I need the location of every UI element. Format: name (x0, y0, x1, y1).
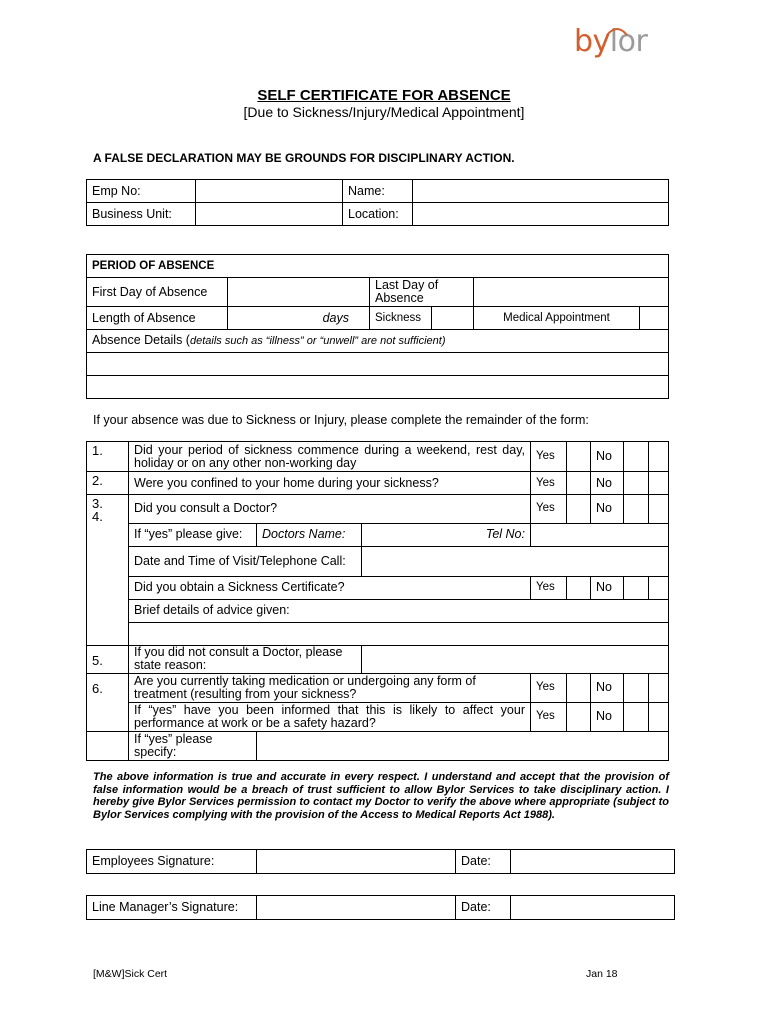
location-field[interactable] (413, 203, 669, 226)
q6-no-label: No (591, 673, 624, 702)
manager-date-label: Date: (456, 896, 511, 920)
q3-no-checkbox[interactable] (624, 495, 649, 524)
q6-text: Are you currently taking medication or undergoing any form of treatment (resulting from your sickness? (129, 673, 531, 702)
q3-text: Did you consult a Doctor? (129, 495, 531, 524)
q2-no-label: No (591, 472, 624, 495)
footer-date: Jan 18 (586, 968, 618, 980)
first-day-label: First Day of Absence (87, 278, 228, 307)
tel-no-field[interactable] (531, 523, 669, 546)
employee-info-table (86, 179, 669, 226)
length-field[interactable] (228, 307, 370, 330)
medical-appointment-checkbox[interactable] (640, 307, 669, 330)
q3-yes-label: Yes (531, 495, 567, 524)
q3-number: 3. 4. (87, 495, 129, 524)
q1-no-checkbox[interactable] (624, 442, 649, 472)
employee-signature-table (86, 849, 675, 874)
q6b-text: If “yes” have you been informed that this is likely to affect your performance at work or be a safety hazard? (129, 702, 531, 731)
q1-text: Did your period of sickness commence during a weekend, rest day, holiday or on any other non-working day (129, 442, 531, 472)
first-day-field[interactable] (228, 278, 370, 307)
sickness-certificate-text: Did you obtain a Sickness Certificate? (129, 576, 531, 599)
form-title: SELF CERTIFICATE FOR ABSENCE (257, 87, 511, 104)
q6-yes-checkbox[interactable] (567, 673, 591, 702)
q6b-yes-checkbox[interactable] (567, 702, 591, 731)
q6b-yes-label: Yes (531, 702, 567, 731)
q5-text: If you did not consult a Doctor, please state reason: (129, 645, 362, 673)
location-label: Location: (343, 203, 413, 226)
absence-details-line-1[interactable] (87, 353, 669, 376)
q6-yes-label: Yes (531, 673, 567, 702)
last-day-field[interactable] (474, 278, 669, 307)
q5-number: 5. (87, 645, 129, 673)
business-unit-field[interactable] (196, 203, 343, 226)
employee-signature-field[interactable] (257, 850, 456, 874)
q6b-no-checkbox[interactable] (624, 702, 649, 731)
days-label: days (322, 310, 349, 325)
q1-yes-label: Yes (531, 442, 567, 472)
q3-no-label: No (591, 495, 624, 524)
employee-signature-label: Employees Signature: (87, 850, 257, 874)
q4-number: 4. (92, 509, 103, 524)
emp-no-field[interactable] (196, 180, 343, 203)
period-of-absence-table (86, 254, 669, 399)
q2-no-checkbox[interactable] (624, 472, 649, 495)
doctors-name-label: Doctors Name: (257, 523, 362, 546)
if-yes-specify-label: If “yes” please specify: (129, 731, 257, 760)
medical-appointment-label: Medical Appointment (474, 307, 640, 330)
questions-table (86, 441, 669, 761)
cert-no-checkbox[interactable] (624, 576, 649, 599)
if-yes-specify-field[interactable] (257, 731, 669, 760)
brief-details-label: Brief details of advice given: (129, 599, 669, 622)
q1-number: 1. (87, 442, 129, 472)
instruction-text: If your absence was due to Sickness or Injury, please complete the remainder of the form: (93, 413, 589, 427)
warning-text: A FALSE DECLARATION MAY BE GROUNDS FOR DISCIPLINARY ACTION. (93, 151, 515, 165)
manager-signature-field[interactable] (257, 896, 456, 920)
manager-signature-label: Line Manager’s Signature: (87, 896, 257, 920)
brief-details-field[interactable] (129, 622, 669, 645)
q6-no-checkbox[interactable] (624, 673, 649, 702)
cert-no-label: No (591, 576, 624, 599)
name-label: Name: (343, 180, 413, 203)
emp-no-label: Emp No: (87, 180, 196, 203)
manager-date-field[interactable] (511, 896, 675, 920)
absence-details-line-2[interactable] (87, 376, 669, 399)
cert-yes-checkbox[interactable] (567, 576, 591, 599)
q1-no-label: No (591, 442, 624, 472)
length-label: Length of Absence (87, 307, 228, 330)
q3-yes-checkbox[interactable] (567, 495, 591, 524)
last-day-label: Last Day of Absence (370, 278, 474, 307)
q2-yes-label: Yes (531, 472, 567, 495)
q6-number: 6. (87, 673, 129, 702)
sickness-checkbox[interactable] (432, 307, 474, 330)
date-time-visit-field[interactable] (362, 546, 669, 576)
cert-yes-label: Yes (531, 576, 567, 599)
absence-details-label: Absence Details (details such as “illness” or “unwell” are not sufficient) (87, 330, 669, 353)
employee-date-label: Date: (456, 850, 511, 874)
period-header: PERIOD OF ABSENCE (87, 255, 669, 278)
logo-arc-icon (606, 26, 628, 36)
business-unit-label: Business Unit: (87, 203, 196, 226)
q2-text: Were you confined to your home during your sickness? (129, 472, 531, 495)
doctors-name-field[interactable] (362, 523, 531, 546)
if-yes-give-label: If “yes” please give: (129, 523, 257, 546)
declaration-text: The above information is true and accurate in every respect. I understand and accept that the provision of false information would be a breach of trust sufficient to allow Bylor Services to take disciplinary action. I hereby give Bylor Services permission to contact my Doctor to verify the above where appropriate (subject to Bylor Services complying with the provision of the Access to Medical Reports Act 1988). (93, 771, 669, 821)
form-subtitle: [Due to Sickness/Injury/Medical Appointment] (243, 104, 525, 120)
q2-yes-checkbox[interactable] (567, 472, 591, 495)
date-time-visit-label: Date and Time of Visit/Telephone Call: (129, 546, 362, 576)
sickness-label: Sickness (370, 307, 432, 330)
bylor-logo: bylor (574, 24, 648, 59)
q6b-no-label: No (591, 702, 624, 731)
q1-yes-checkbox[interactable] (567, 442, 591, 472)
q2-number: 2. (87, 472, 129, 495)
tel-no-label: Tel No: (485, 527, 525, 541)
footer-doc-ref: [M&W]Sick Cert (93, 968, 168, 980)
manager-signature-table (86, 895, 675, 920)
name-field[interactable] (413, 180, 669, 203)
employee-date-field[interactable] (511, 850, 675, 874)
q5-field[interactable] (362, 645, 669, 673)
